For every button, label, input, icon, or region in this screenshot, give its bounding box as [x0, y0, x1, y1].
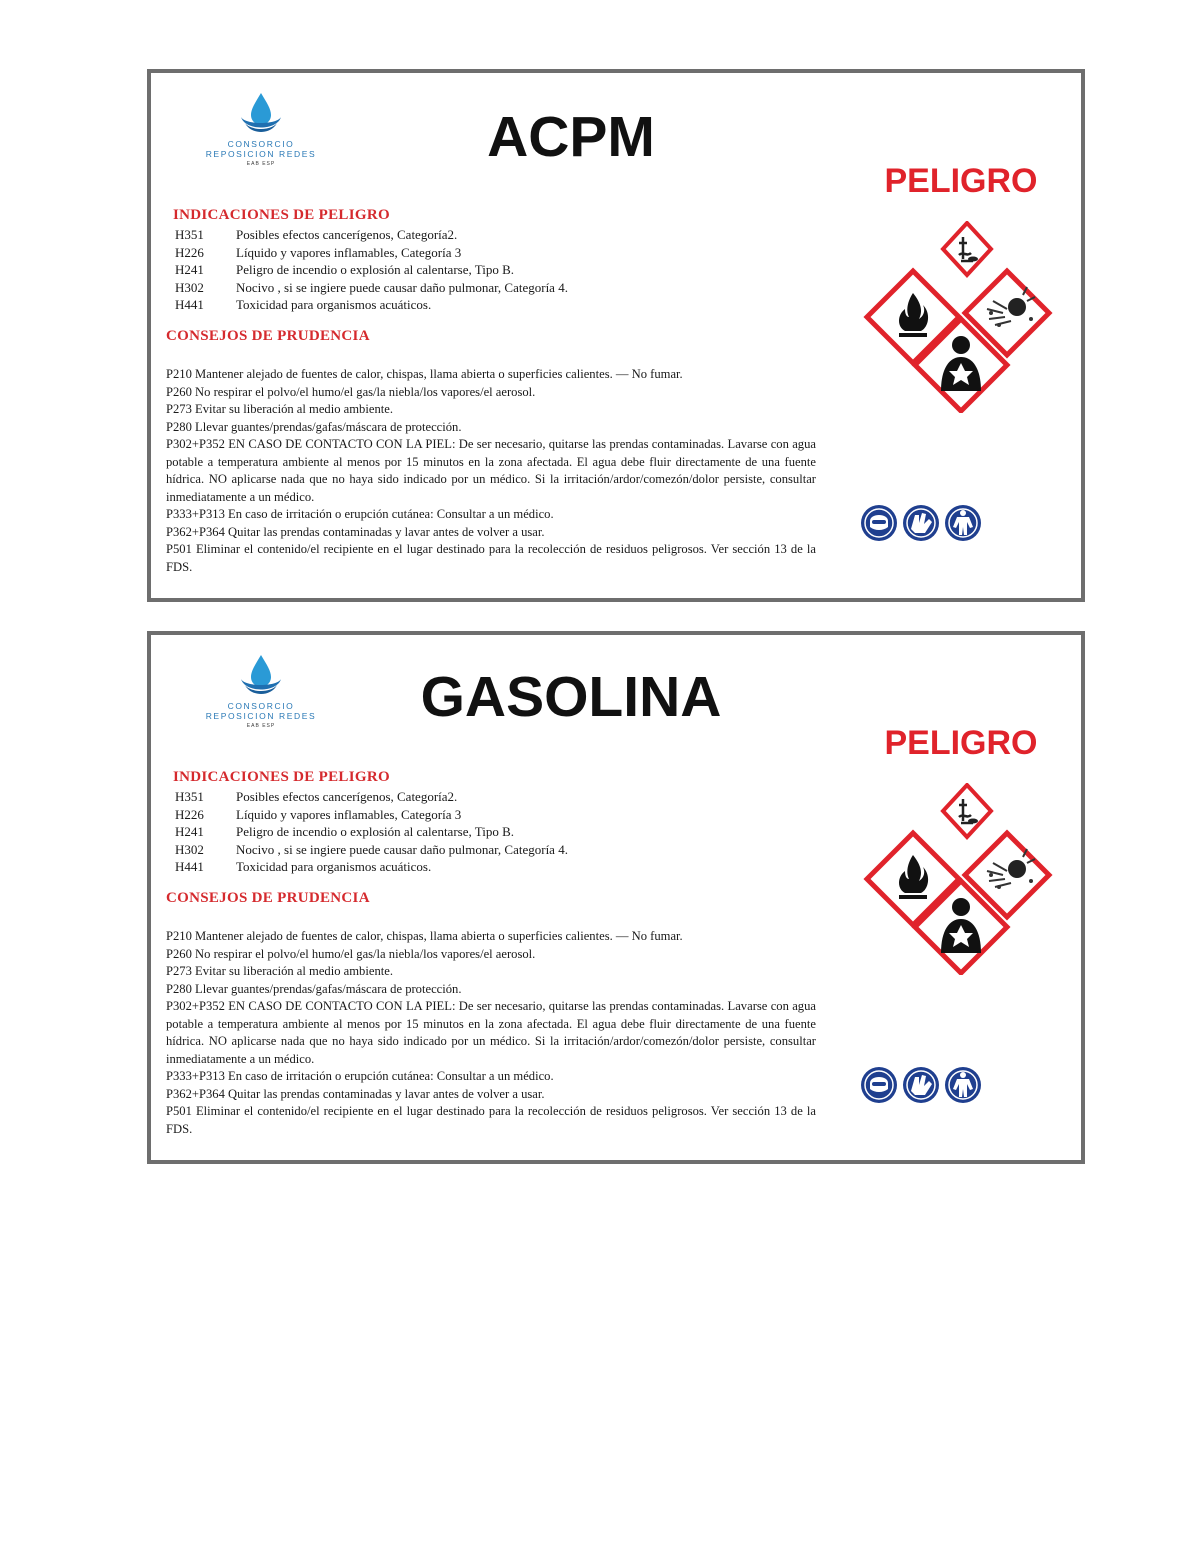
precautionary-statement: P501 Eliminar el contenido/el recipiente en el lugar destinado para la recolección de residuos peligrosos. Ver sección 13 de la FDS.	[166, 542, 816, 574]
precautionary-statements	[166, 366, 816, 576]
face-shield-icon	[861, 505, 897, 541]
prudence-heading: CONSEJOS DE PRUDENCIA	[166, 328, 370, 344]
product-title: GASOLINA	[420, 665, 722, 729]
hazard-statement	[175, 226, 735, 244]
precautionary-statement: P273 Evitar su liberación al medio ambiente.	[166, 964, 393, 978]
company-logo	[201, 91, 321, 173]
ppe-icons	[859, 503, 989, 543]
chemical-label-gasolina	[147, 631, 1085, 1164]
hazard-code: H441	[175, 297, 204, 312]
hazards-heading: INDICACIONES DE PELIGRO	[173, 207, 390, 223]
hazard-text: Peligro de incendio o explosión al calentarse, Tipo B.	[236, 824, 515, 839]
hazard-code: H441	[175, 859, 204, 874]
hazard-statement	[175, 244, 735, 262]
hazard-text: Líquido y vapores inflamables, Categoría 3	[236, 244, 462, 260]
precautionary-statement: P210 Mantener alejado de fuentes de calor, chispas, llama abierta o superficies calientes. — No fumar.	[166, 929, 683, 943]
hazard-text: Nocivo , si se ingiere puede causar daño pulmonar, Categoría 4.	[236, 279, 568, 295]
precautionary-statement: P302+P352 EN CASO DE CONTACTO CON LA PIEL: De ser necesario, quitarse las prendas contaminadas. Lavarse con agua potable a temperatura ambiente al menos por 15 minutos en la zona afectada. El agua debe fluir directamente de una fuente hídrica. NO aplicarse nada que no haya sido indicado por un médico. Si la irritación/ardor/comezón/dolor persiste, consultar inmediatamente a un médico.	[166, 437, 816, 504]
precautionary-statement: P362+P364 Quitar las prendas contaminadas y lavar antes de volver a usar.	[166, 524, 545, 539]
logo-text-line1: CONSORCIO	[227, 139, 295, 149]
hazard-statement	[175, 261, 735, 279]
hazard-code: H226	[175, 244, 204, 260]
face-shield-icon	[861, 1067, 897, 1103]
hazard-code: H241	[175, 824, 204, 839]
hazard-statements	[175, 226, 735, 314]
hazard-text: Peligro de incendio o explosión al calentarse, Tipo B.	[236, 262, 515, 277]
hazards-heading: INDICACIONES DE PELIGRO	[173, 769, 390, 785]
hazard-text: Toxicidad para organismos acuáticos.	[236, 859, 432, 874]
hazard-text: Posibles efectos cancerígenos, Categoría2.	[236, 227, 458, 242]
hazard-statement	[175, 858, 735, 876]
gloves-icon	[903, 505, 939, 541]
environment-hazard-icon	[943, 223, 991, 275]
environment-hazard-icon	[943, 785, 991, 837]
hazard-text: Toxicidad para organismos acuáticos.	[236, 297, 432, 312]
hazard-statement	[175, 841, 735, 859]
prudence-heading: CONSEJOS DE PRUDENCIA	[166, 890, 370, 906]
precautionary-statement: P260 No respirar el polvo/el humo/el gas/la niebla/los vapores/el aerosol.	[166, 946, 536, 961]
water-drop-logo-icon	[231, 91, 291, 139]
hazard-statement	[175, 806, 735, 824]
precautionary-statement: P280 Llevar guantes/prendas/gafas/máscara de protección.	[166, 419, 462, 434]
signal-word: PELIGRO	[884, 724, 1038, 762]
precautionary-statements	[166, 928, 816, 1138]
ghs-pictograms	[863, 783, 1053, 975]
precautionary-statement: P333+P313 En caso de irritación o erupción cutánea: Consultar a un médico.	[166, 1069, 554, 1083]
protective-suit-icon	[945, 505, 981, 541]
logo-text-line2: REPOSICION REDES	[205, 149, 317, 159]
precautionary-statement: P501 Eliminar el contenido/el recipiente en el lugar destinado para la recolección de residuos peligrosos. Ver sección 13 de la FDS.	[166, 1104, 816, 1136]
hazard-statements	[175, 788, 735, 876]
hazard-statement	[175, 823, 735, 841]
protective-suit-icon	[945, 1067, 981, 1103]
logo-text-line3: EAB ESP	[246, 723, 276, 729]
precautionary-statement: P280 Llevar guantes/prendas/gafas/máscara de protección.	[166, 981, 462, 996]
hazard-code: H226	[175, 806, 204, 822]
ghs-pictograms	[863, 221, 1053, 413]
precautionary-statement: P333+P313 En caso de irritación o erupción cutánea: Consultar a un médico.	[166, 507, 554, 521]
hazard-code: H302	[175, 841, 204, 857]
hazard-statement	[175, 788, 735, 806]
gloves-icon	[903, 1067, 939, 1103]
hazard-statement	[175, 296, 735, 314]
hazard-text: Posibles efectos cancerígenos, Categoría2.	[236, 789, 458, 804]
logo-text-line2: REPOSICION REDES	[205, 711, 317, 721]
water-drop-logo-icon	[231, 653, 291, 701]
chemical-label-acpm	[147, 69, 1085, 602]
hazard-code: H302	[175, 279, 204, 295]
logo-text-line1: CONSORCIO	[227, 701, 295, 711]
hazard-text: Líquido y vapores inflamables, Categoría 3	[236, 806, 462, 822]
signal-word: PELIGRO	[884, 162, 1038, 200]
hazard-code: H351	[175, 227, 204, 242]
precautionary-statement: P302+P352 EN CASO DE CONTACTO CON LA PIEL: De ser necesario, quitarse las prendas contaminadas. Lavarse con agua potable a temperatura ambiente al menos por 15 minutos en la zona afectada. El agua debe fluir directamente de una fuente hídrica. NO aplicarse nada que no haya sido indicado por un médico. Si la irritación/ardor/comezón/dolor persiste, consultar inmediatamente a un médico.	[166, 999, 816, 1066]
hazard-text: Nocivo , si se ingiere puede causar daño pulmonar, Categoría 4.	[236, 841, 568, 857]
hazard-statement	[175, 279, 735, 297]
company-logo	[201, 653, 321, 735]
hazard-code: H351	[175, 789, 204, 804]
precautionary-statement: P260 No respirar el polvo/el humo/el gas/la niebla/los vapores/el aerosol.	[166, 384, 536, 399]
precautionary-statement: P362+P364 Quitar las prendas contaminadas y lavar antes de volver a usar.	[166, 1086, 545, 1101]
hazard-code: H241	[175, 262, 204, 277]
ppe-icons	[859, 1065, 989, 1105]
precautionary-statement: P210 Mantener alejado de fuentes de calor, chispas, llama abierta o superficies calientes. — No fumar.	[166, 367, 683, 381]
product-title: ACPM	[487, 105, 655, 169]
logo-text-line3: EAB ESP	[246, 161, 276, 167]
precautionary-statement: P273 Evitar su liberación al medio ambiente.	[166, 402, 393, 416]
